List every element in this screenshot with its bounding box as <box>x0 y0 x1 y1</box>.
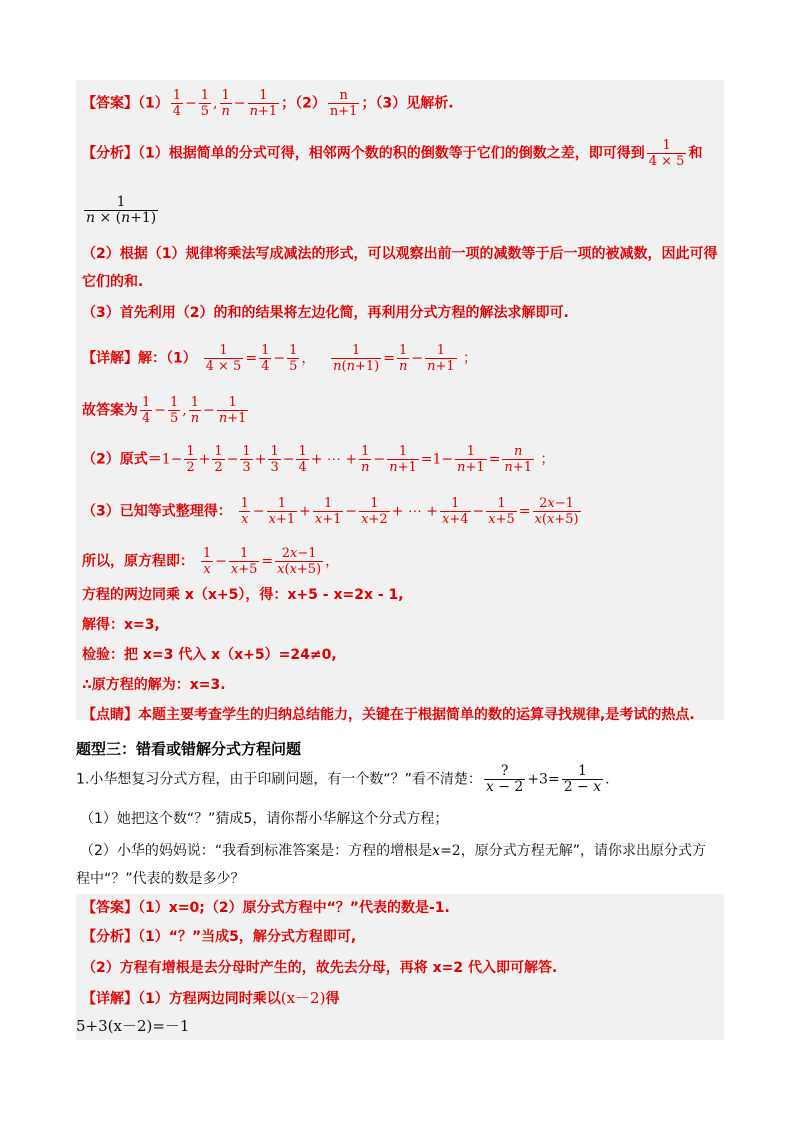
detail-line-7: 解得：x=3, <box>82 617 160 633</box>
problem-q2: （2）小华的妈妈说：“我看到标准答案是：方程的增根是x=2，原分式方程无解”，请你求出原分式方 <box>80 843 706 859</box>
detail-line-2: 故答案为 $\frac{1}{4}$ − $\frac{1}{5}$ , $\frac{1}{n}$ − $\frac{1}{n+1}$ <box>82 395 247 426</box>
detail-line-8: 检验：把 x=3 代入 x（x+5）=24≠0, <box>82 647 337 663</box>
detail-line-5: 所以，原方程即： $\frac{1}{x}$ − $\frac{1}{x+5}$ = $\frac{2x-1}{x(x+5)}$ ， <box>82 546 340 577</box>
detail-line-4: （3）已知等式整理得： $\frac{1}{x}$ − $\frac{1}{x+1}$ + $\frac{1}{x+1}$ − $\frac{1}{x+2}$ + ⋯ + $\frac{1}{x+4}$ − $\frac{1}{x+5}$ = $\frac{2x-1}{x(x+5)}$ <box>82 496 579 527</box>
detail-line-9: ∴原方程的解为：x=3. <box>82 677 226 693</box>
analysis-line-3: （3）首先利用（2）的和的结果将左边化简，再利用分式方程的解法求解即可. <box>82 305 569 321</box>
analysis-line-1: 【分析】（1）根据简单的分式可得，相邻两个数的积的倒数等于它们的倒数之差，即可得到 $\frac{1}{4 \times 5}$ 和 <box>82 138 703 169</box>
detail-label: 【详解】 <box>82 991 138 1007</box>
comment-label: 【点睛】 <box>82 707 138 723</box>
answer-label: 【答案】 <box>82 900 138 916</box>
detail2-line-2: 5+3(x－2)=－1 <box>76 1017 190 1035</box>
analysis-label: 【分析】 <box>82 929 138 945</box>
problem-q1: （1）她把这个数“？”猜成5，请你帮小华解这个分式方程； <box>80 811 449 827</box>
analysis-line-2: （2）根据（1）规律将乘法写成减法的形式，可以观察出前一项的减数等于后一项的被减数，因此可得 <box>82 246 718 262</box>
analysis2-line-2: （2）方程有增根是去分母时产生的，故先去分母，再将 x=2 代入即可解答. <box>82 960 558 976</box>
answer-line-2: 【答案】（1）x=0;（2）原分式方程中“？”代表的数是-1. <box>82 900 450 916</box>
section-title: 题型三：错看或错解分式方程问题 <box>76 740 302 758</box>
answer-label: 【答案】 <box>82 95 138 112</box>
detail-line-6: 方程的两边同乘 x（x+5），得：x+5 - x=2x - 1, <box>82 587 404 603</box>
analysis2-line-1: 【分析】（1）“？”当成5，解分式方程即可, <box>82 929 357 945</box>
detail-line-3: （2）原式＝1− $\frac{1}{2}$ + $\frac{1}{2}$ − $\frac{1}{3}$ + $\frac{1}{3}$ − $\frac{1}{4}$ + ⋯ + $\frac{1}{n}$ − $\frac{1}{n+1}$ =1− $\frac{1}{n+1}$ = $\frac{n}{n+1}$ ； <box>82 444 555 475</box>
answer-line-1: 【答案】（1） $\frac{1}{4}$ − $\frac{1}{5}$ , $\frac{1}{n}$ − $\frac{1}{n+1}$ ；（2） $\frac{n}{n+1}$ ；（3）见解析. <box>82 88 454 119</box>
detail2-line-1: 【详解】（1）方程两边同时乘以(x－2)得 <box>82 989 340 1007</box>
problem-q2-cont: 程中“？”代表的数是多少？ <box>76 871 245 887</box>
detail-label: 【详解】 <box>82 350 138 367</box>
comment-line: 【点睛】本题主要考查学生的归纳总结能力，关键在于根据简单的数的运算寻找规律,是考试的热点. <box>82 707 695 723</box>
detail-line-1: 【详解】解：（1） $\frac{1}{4 \times 5}$ = $\frac{1}{4}$ − $\frac{1}{5}$ ， $\frac{1}{n(n+1)}$ = $\frac{1}{n}$ − $\frac{1}{n+1}$ ； <box>82 343 478 374</box>
problem-intro: 1.小华想复习分式方程，由于印刷问题，有一个数“？”看不清楚： ? x − 2 +3= $\frac{1}{2 - x}$ . <box>76 763 610 795</box>
analysis-fraction: $\frac{1}{n \times (n+1)}$ <box>86 194 157 226</box>
analysis-label: 【分析】 <box>82 145 138 162</box>
analysis-line-2b: 它们的和. <box>82 274 144 290</box>
